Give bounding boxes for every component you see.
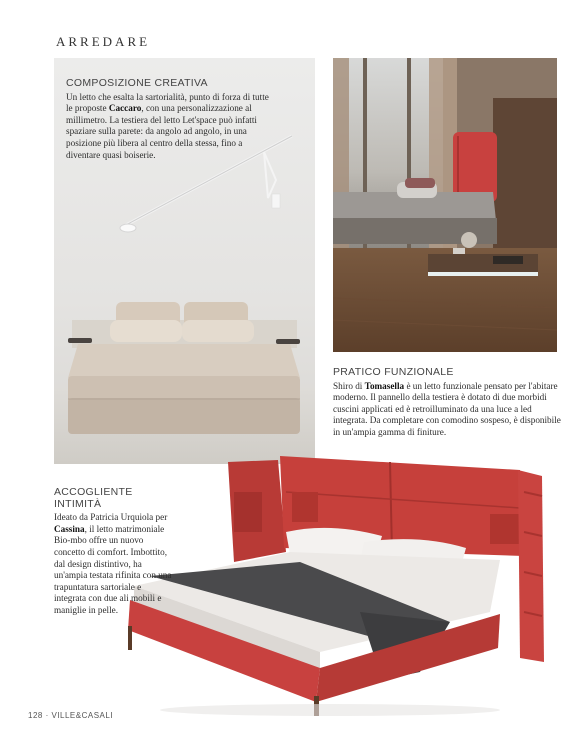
caption-text: , con una personalizzazione al millimetro. La testiera del letto Let'space può infatti spaziare sulla parete: da angolo ad angolo, in una posizione più libera al centro della stessa, fino a diventare quasi boiserie. <box>66 103 257 160</box>
cassina-bed-illustration <box>120 452 550 717</box>
section-title: ARREDARE <box>56 34 151 49</box>
caption-heading: COMPOSIZIONE CREATIVA <box>66 77 208 89</box>
brand-name: Caccaro <box>108 103 142 114</box>
caption-text: è un letto funzionale pensato per l'abitare moderno. Il pannello della testiera è dotato di due morbidi cuscini applicati ed è retroilluminato da una luce a led integrata. Da completare con comodino sospeso, è disponibile in un'ampia gamma di finiture. <box>333 380 561 437</box>
photo-tomasella-bed <box>333 58 557 352</box>
tomasella-bed-illustration <box>333 58 557 352</box>
caption-heading: ACCOGLIENTE INTIMITÀ <box>54 486 133 510</box>
page-footer: 128 · VILLE&CASALI <box>28 711 114 720</box>
caption-caccaro <box>66 78 276 161</box>
caption-cassina <box>54 487 172 617</box>
brand-name: Cassina <box>54 523 85 534</box>
caption-text: Shiro di <box>333 380 365 391</box>
caption-heading: PRATICO FUNZIONALE <box>333 366 454 378</box>
caption-text: , il letto matrimoniale Bio-mbo offre un nuovo concetto di comfort. Imbottito, dal design distintivo, ha un'ampia testata rifinita con una trapuntatura sartoriale e integrata con due ali mobili e maniglie in pelle. <box>54 523 172 615</box>
caption-tomasella <box>333 367 561 439</box>
caption-text: Ideato da Patricia Urquiola per <box>54 512 168 523</box>
photo-cassina-bed <box>120 452 550 717</box>
brand-name: Tomasella <box>364 380 405 391</box>
caption-text: Un letto che esalta la sartorialità, punto di forza di tutte le proposte <box>66 91 269 114</box>
